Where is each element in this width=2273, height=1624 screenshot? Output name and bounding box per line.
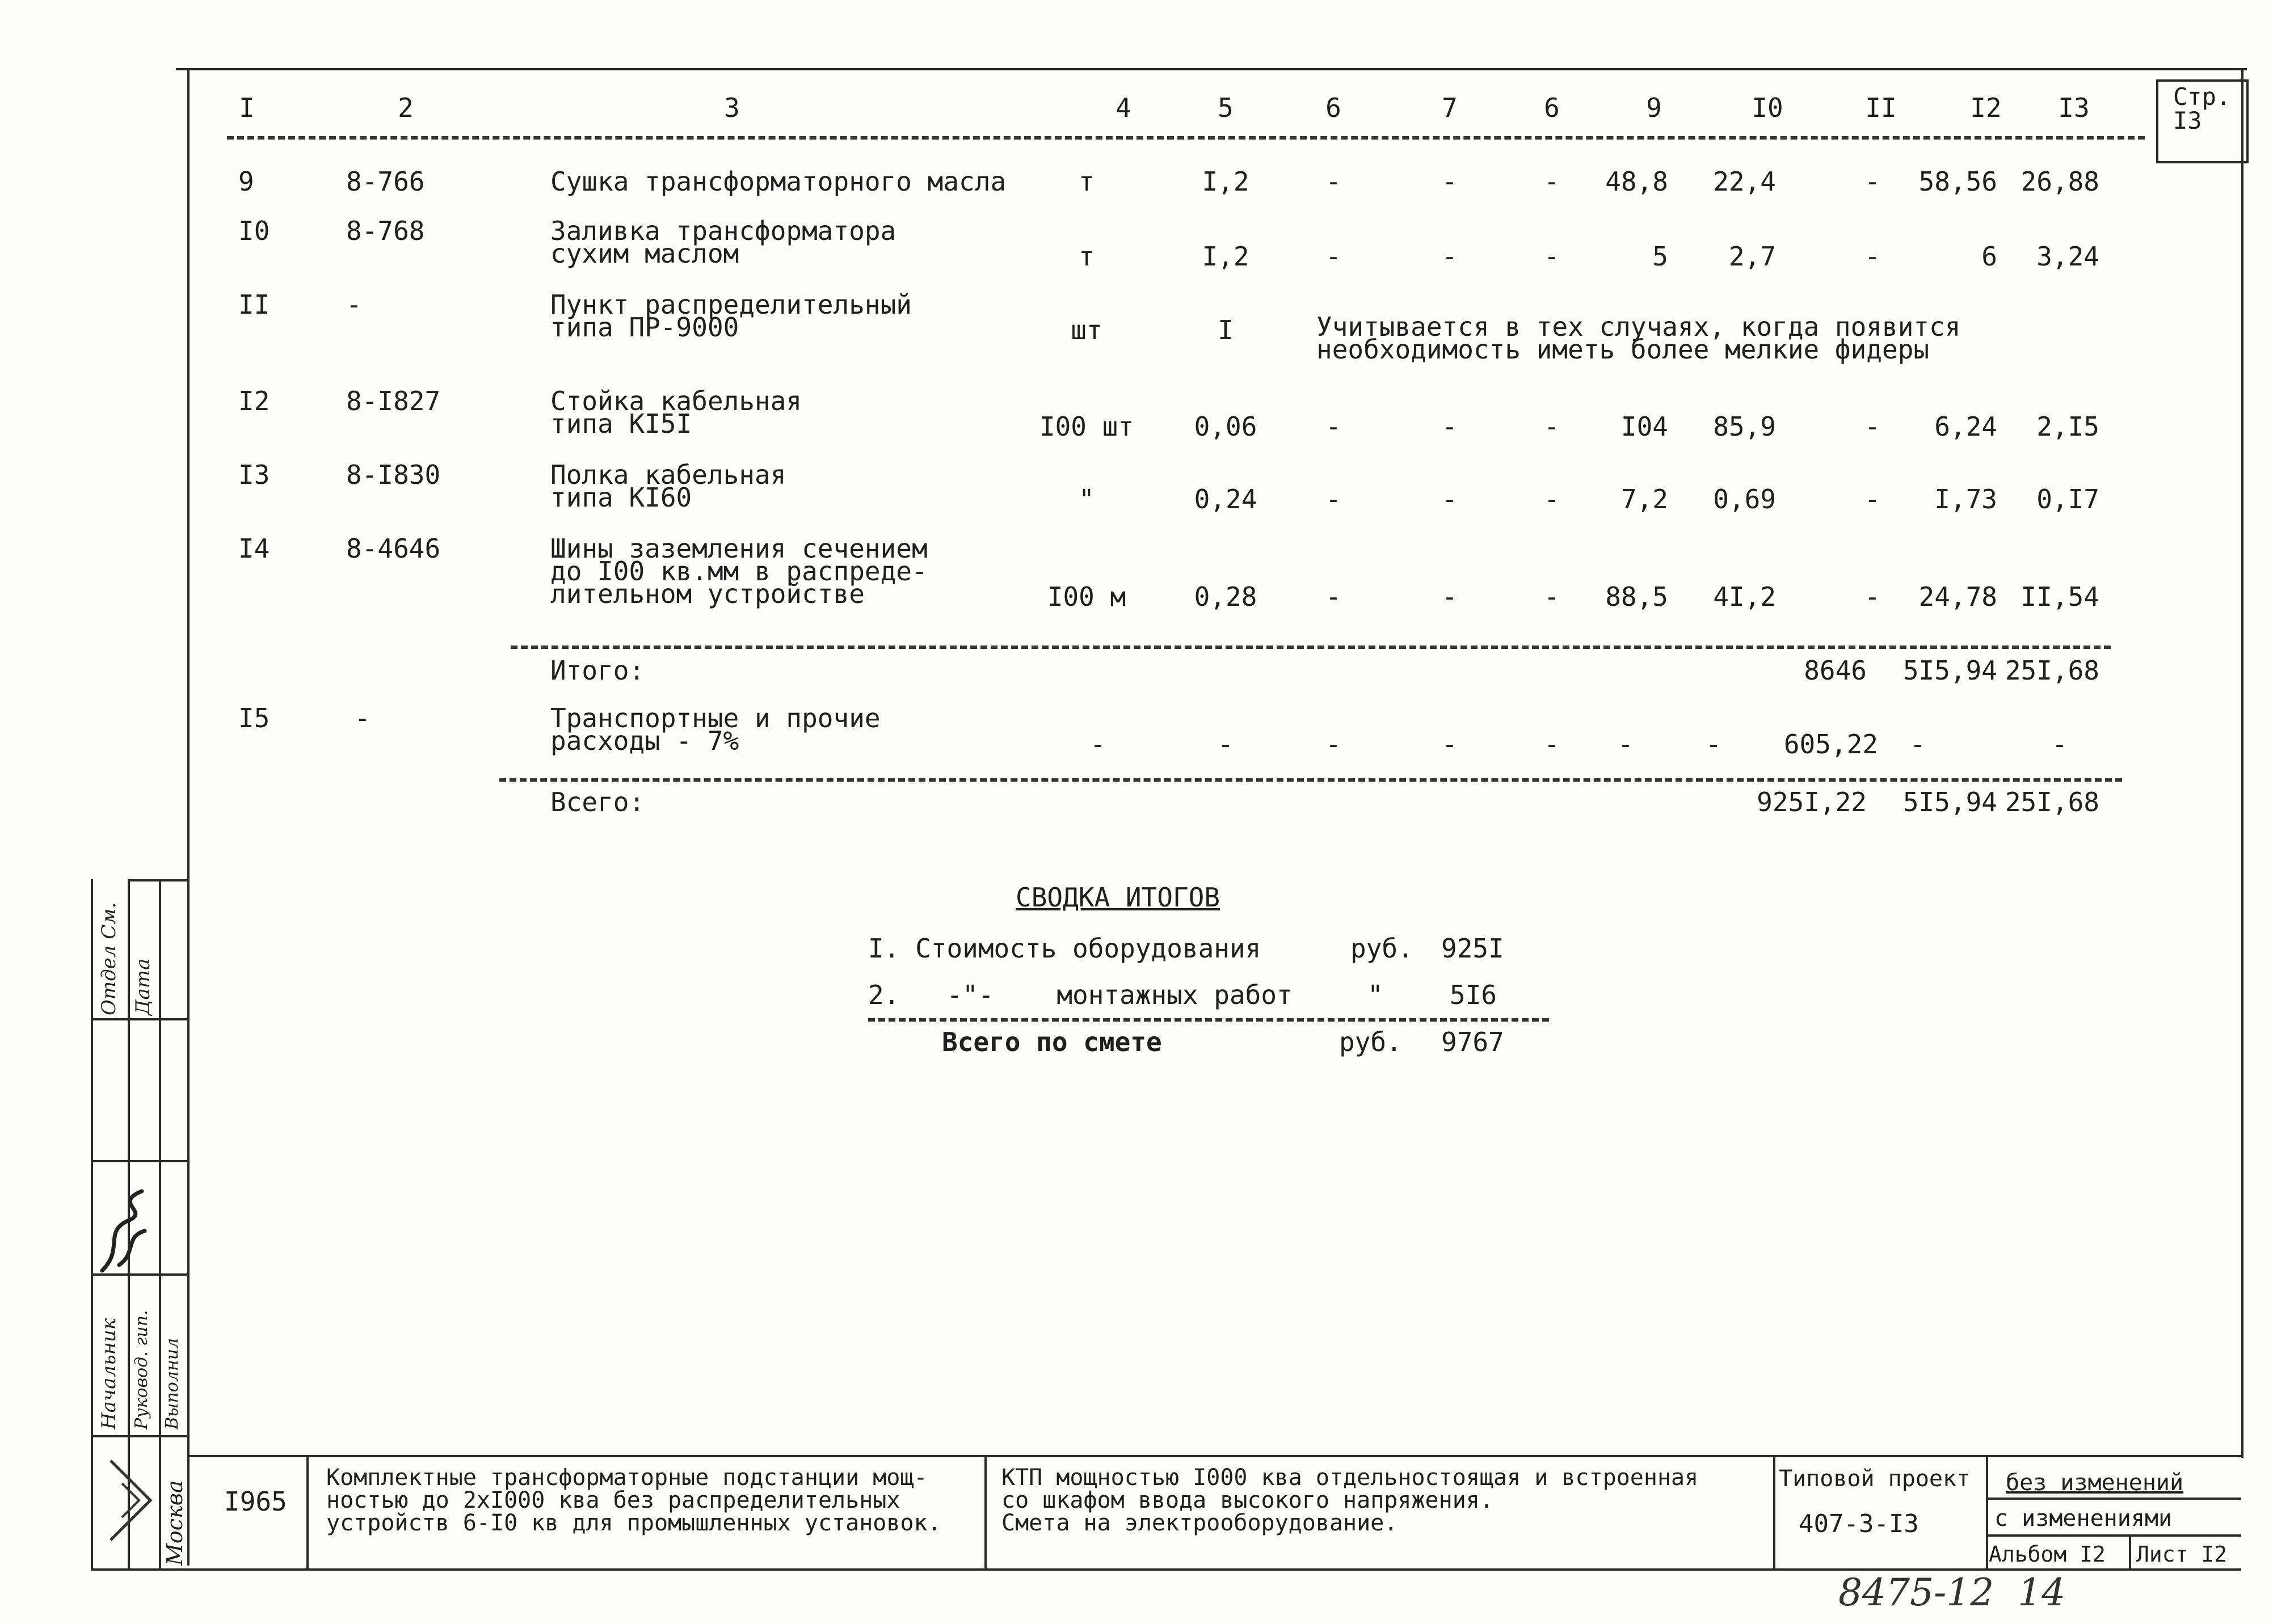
row-name-line: типа КI5I (550, 408, 692, 439)
subtotal-dash (511, 646, 2111, 649)
row-name-line: лительном устройстве (550, 579, 865, 609)
row-col6: - (1325, 581, 1341, 612)
row-col9: 88,5 (1605, 581, 1668, 612)
stamp-sheet: Лист I2 (2136, 1542, 2228, 1567)
row-qty: I,2 (1202, 241, 1249, 272)
total-col11: 925I,22 (1757, 787, 1867, 817)
summary-line1-unit: руб. (1350, 933, 1413, 964)
row-num: 9 (238, 166, 254, 197)
row-col7: - (1442, 166, 1458, 197)
header-col-10: I0 (1752, 92, 1783, 123)
summary-line3-value: 9767 (1441, 1027, 1504, 1057)
header-col-5: 5 (1218, 92, 1234, 123)
row-name-line: типа ПР-9000 (550, 312, 739, 343)
row-name-line: типа КI60 (550, 482, 692, 513)
row-col13: II,54 (2021, 581, 2099, 612)
row-name-line: сухим маслом (550, 238, 739, 269)
header-col-9: 9 (1646, 92, 1662, 123)
row-col11: - (1864, 241, 1880, 272)
row-col10: 0,69 (1713, 484, 1776, 514)
row-col7: - (1442, 581, 1458, 612)
stamp-project-label: Типовой проект (1779, 1466, 1971, 1492)
side-ruk: Руковод. гип. (132, 1310, 151, 1429)
row-col7: - (1442, 411, 1458, 442)
side-data: Дата (132, 958, 154, 1015)
page-ref: Стр. I3 (2173, 83, 2231, 134)
row-col9: 7,2 (1620, 484, 1668, 514)
row-col7: - (1442, 241, 1458, 272)
row-col8: - (1544, 241, 1560, 272)
row-code: 8-I830 (346, 459, 441, 490)
row-col11: - (1864, 484, 1880, 514)
transport-dash: - (1325, 729, 1341, 760)
row-col10: 4I,2 (1713, 581, 1776, 612)
row-col10: 2,7 (1728, 241, 1776, 272)
header-col-13: I3 (2058, 92, 2090, 123)
header-dash (227, 136, 2145, 140)
row-qty: I,2 (1202, 166, 1249, 197)
transport-dash: - (1090, 729, 1106, 760)
row-col12: 6,24 (1934, 411, 1997, 442)
total-dash (499, 778, 2122, 782)
subtotal-col13: 25I,68 (2005, 655, 2099, 686)
row-unit: т (1079, 241, 1095, 272)
row-col6: - (1325, 411, 1341, 442)
row-col6: - (1325, 484, 1341, 514)
row-code: 8-768 (346, 216, 425, 246)
summary-line3-unit: руб. (1339, 1027, 1402, 1057)
stamp-title-left-3: устройств 6-I0 кв для промышленных установок. (326, 1510, 941, 1536)
row-col8: - (1544, 166, 1560, 197)
row-col10: 85,9 (1713, 411, 1776, 442)
row-code: 8-4646 (346, 533, 441, 564)
row-col6: - (1325, 166, 1341, 197)
row-name-line: Стойка кабельная (550, 386, 802, 416)
stamp-title-left-2: ностью до 2хI000 ква без распределительных (326, 1487, 900, 1513)
summary-line2-label: 2. -"- монтажных работ (868, 980, 1293, 1010)
row-qty: I (1218, 315, 1234, 345)
transport-name-line2: расходы - 7% (550, 725, 739, 756)
row-col8: - (1544, 484, 1560, 514)
transport-col11: 605,22 (1783, 729, 1878, 760)
row-unit: т (1079, 166, 1095, 197)
row-qty: 0,28 (1194, 581, 1257, 612)
total-col12: 5I5,94 (1902, 787, 1997, 817)
row-name-line: Полка кабельная (550, 459, 786, 490)
transport-col12: - (1910, 729, 1926, 760)
row-code: - (346, 289, 362, 320)
row-unit: шт (1071, 315, 1102, 345)
total-col13: 25I,68 (2005, 787, 2099, 817)
stamp-title-left-1: Комплектные трансформаторные подстанции мощ- (326, 1465, 928, 1491)
row-col11: - (1864, 411, 1880, 442)
emblem-icon (105, 1444, 156, 1557)
header-col-6: 6 (1325, 92, 1341, 123)
signature-icon (91, 1180, 159, 1282)
stamp-title-mid-3: Смета на электрооборудование. (1001, 1510, 1398, 1536)
row-code: 8-766 (346, 166, 425, 197)
row-unit: I00 м (1047, 581, 1126, 612)
row-col9: 5 (1652, 241, 1668, 272)
header-col-2: 2 (398, 92, 414, 123)
row-name-line: до I00 кв.мм в распреде- (550, 556, 928, 587)
stamp-project-code: 407-3-I3 (1799, 1509, 1919, 1538)
header-col-12: I2 (1970, 92, 2002, 123)
row-col12: 24,78 (1918, 581, 1997, 612)
side-moskva: Москва (162, 1480, 187, 1566)
header-col-3: 3 (724, 92, 740, 123)
stamp-album: Альбом I2 (1989, 1542, 2106, 1567)
row-col12: 6 (1981, 241, 1997, 272)
row-col11: - (1864, 166, 1880, 197)
row-col6: - (1325, 241, 1341, 272)
top-border (176, 68, 2247, 70)
row-col12: 58,56 (1918, 166, 1997, 197)
row-unit: " (1079, 484, 1095, 514)
row-col13: 2,I5 (2036, 411, 2099, 442)
row-name-line: Сушка трансформаторного масла (550, 166, 1007, 197)
header-col-7: 7 (1442, 92, 1458, 123)
transport-dash: - (1618, 729, 1634, 760)
transport-dash: - (1706, 729, 1721, 760)
summary-line1-value: 925I (1441, 933, 1504, 964)
row-num: I4 (238, 533, 270, 564)
subtotal-col11: 8646 (1804, 655, 1867, 686)
row-num: I0 (238, 216, 270, 246)
row-col10: 22,4 (1713, 166, 1776, 197)
stamp-year: I965 (224, 1486, 287, 1517)
right-border (2241, 68, 2243, 1458)
subtotal-col12: 5I5,94 (1902, 655, 1997, 686)
row-col7: - (1442, 484, 1458, 514)
total-label: Всего: (550, 787, 645, 817)
summary-title: СВОДКА ИТОГОВ (1016, 882, 1220, 913)
transport-code: - (355, 703, 371, 733)
row-code: 8-I827 (346, 386, 441, 416)
transport-name-line1: Транспортные и прочие (550, 703, 881, 733)
row-name-line: Пункт распределительный (550, 289, 912, 320)
row-col13: 0,I7 (2036, 484, 2099, 514)
header-col-8: 6 (1544, 92, 1560, 123)
summary-line3-label: Всего по смете (942, 1027, 1162, 1057)
row-num: I2 (238, 386, 270, 416)
header-col-4: 4 (1116, 92, 1131, 123)
row-col8: - (1544, 411, 1560, 442)
side-nach: Начальник (98, 1318, 120, 1429)
stamp-status-2: с изменениями (1994, 1505, 2173, 1532)
row-col13: 26,88 (2021, 166, 2099, 197)
row-col9: 48,8 (1605, 166, 1668, 197)
row-name-line: Заливка трансформатора (550, 216, 896, 246)
row-col11: - (1864, 581, 1880, 612)
transport-num: I5 (238, 703, 270, 733)
row-num: I3 (238, 459, 270, 490)
row-col9: I04 (1620, 411, 1668, 442)
summary-line1-label: I. Стоимость оборудования (868, 933, 1261, 964)
transport-dash: - (1218, 729, 1234, 760)
stamp-title-mid-1: КТП мощностью I000 ква отдельностоящая и встроенная (1001, 1465, 1699, 1491)
row-note: Учитывается в тех случаях, когда появится необходимость иметь более мелкие фидеры (1316, 311, 1961, 365)
row-col12: I,73 (1934, 484, 1997, 514)
transport-col13: - (2052, 729, 2068, 760)
stamp-status-1: без изменений (2006, 1470, 2184, 1496)
row-num: II (238, 289, 270, 320)
stamp-title-mid-2: со шкафом ввода высокого напряжения. (1001, 1487, 1493, 1513)
header-col-1: I (239, 92, 255, 123)
transport-dash: - (1442, 729, 1458, 760)
row-qty: 0,24 (1194, 484, 1257, 514)
header-col-11: II (1865, 92, 1897, 123)
row-unit: I00 шт (1039, 411, 1134, 442)
summary-line2-value: 5I6 (1450, 980, 1497, 1010)
row-name-line: Шины заземления сечением (550, 533, 928, 564)
row-qty: 0,06 (1194, 411, 1257, 442)
row-col8: - (1544, 581, 1560, 612)
row-col13: 3,24 (2036, 241, 2099, 272)
handwritten-number: 8475-12 14 (1838, 1571, 2066, 1614)
summary-dash (868, 1018, 1549, 1022)
side-otdel: Отдел См. (98, 902, 120, 1015)
side-vyp: Выполнил (162, 1338, 182, 1429)
left-border (187, 68, 190, 1566)
transport-dash: - (1544, 729, 1560, 760)
subtotal-label: Итого: (550, 655, 645, 686)
summary-line2-unit: " (1367, 980, 1383, 1010)
